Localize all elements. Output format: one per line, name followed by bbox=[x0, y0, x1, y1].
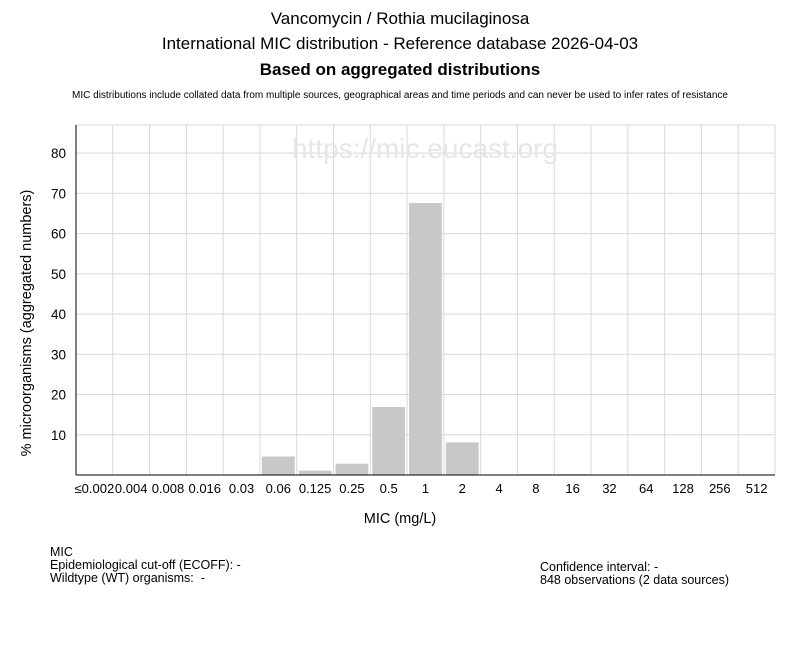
x-tick-label: 128 bbox=[672, 481, 694, 496]
confidence-interval-text: Confidence interval: - bbox=[540, 560, 659, 574]
y-tick-label: 30 bbox=[50, 347, 66, 363]
watermark-text: https://mic.eucast.org bbox=[291, 133, 559, 164]
x-tick-label: ≤0.002 bbox=[74, 481, 115, 496]
y-axis-label: % microorganisms (aggregated numbers) bbox=[19, 189, 35, 457]
x-tick-label: 2 bbox=[458, 481, 466, 496]
x-axis-label: MIC (mg/L) bbox=[363, 511, 437, 527]
ecoff-text: Epidemiological cut-off (ECOFF): - bbox=[50, 558, 241, 572]
y-tick-label: 80 bbox=[50, 146, 66, 162]
bar-0.25 bbox=[336, 464, 369, 475]
x-tick-label: 64 bbox=[639, 481, 654, 496]
y-tick-label: 50 bbox=[50, 266, 66, 282]
x-tick-label: 0.5 bbox=[379, 481, 398, 496]
bar-layer bbox=[262, 203, 589, 475]
x-tick-label: 16 bbox=[565, 481, 580, 496]
x-tick-label: 256 bbox=[708, 481, 731, 496]
chart-subtitle: International MIC distribution - Reference database 2026-04-03 bbox=[161, 34, 639, 53]
y-tick-label: 20 bbox=[50, 387, 66, 403]
observations-text: 848 observations (2 data sources) bbox=[540, 573, 729, 587]
x-tick-label: 512 bbox=[745, 481, 768, 496]
bar-2 bbox=[446, 442, 479, 475]
bar-0.5 bbox=[372, 407, 405, 475]
x-tick-label: 1 bbox=[421, 481, 430, 496]
footer-left bbox=[50, 546, 241, 585]
x-tick-label: 8 bbox=[532, 481, 540, 496]
x-tick-label: 0.004 bbox=[114, 481, 148, 496]
y-tick-label: 70 bbox=[50, 186, 66, 202]
x-tick-label: 0.06 bbox=[265, 481, 291, 496]
x-tick-label: 0.03 bbox=[228, 481, 255, 496]
chart-title: Vancomycin / Rothia mucilaginosa bbox=[270, 9, 530, 28]
x-tick-label: 32 bbox=[602, 481, 617, 496]
x-tick-label: 0.125 bbox=[298, 481, 332, 496]
x-tick-label: 0.016 bbox=[188, 481, 222, 496]
mic-label: MIC bbox=[50, 545, 73, 559]
x-tick-label: 0.008 bbox=[151, 481, 185, 496]
bar-1 bbox=[409, 203, 442, 475]
chart-subtitle-bold: Based on aggregated distributions bbox=[259, 60, 541, 79]
y-tick-label: 40 bbox=[50, 307, 66, 323]
wildtype-text: Wildtype (WT) organisms: - bbox=[50, 571, 205, 585]
x-tick-label: 4 bbox=[495, 481, 503, 496]
x-tick-label: 0.25 bbox=[339, 481, 365, 496]
footer-right bbox=[540, 561, 729, 587]
bar-0.125 bbox=[299, 471, 332, 475]
bar-0.06 bbox=[262, 456, 295, 475]
y-tick-label: 10 bbox=[50, 427, 66, 443]
disclaimer-text: MIC distributions include collated data from multiple sources, geographical areas and time periods and can never be used to infer rates of resistance bbox=[72, 90, 728, 101]
y-tick-label: 60 bbox=[50, 226, 66, 242]
